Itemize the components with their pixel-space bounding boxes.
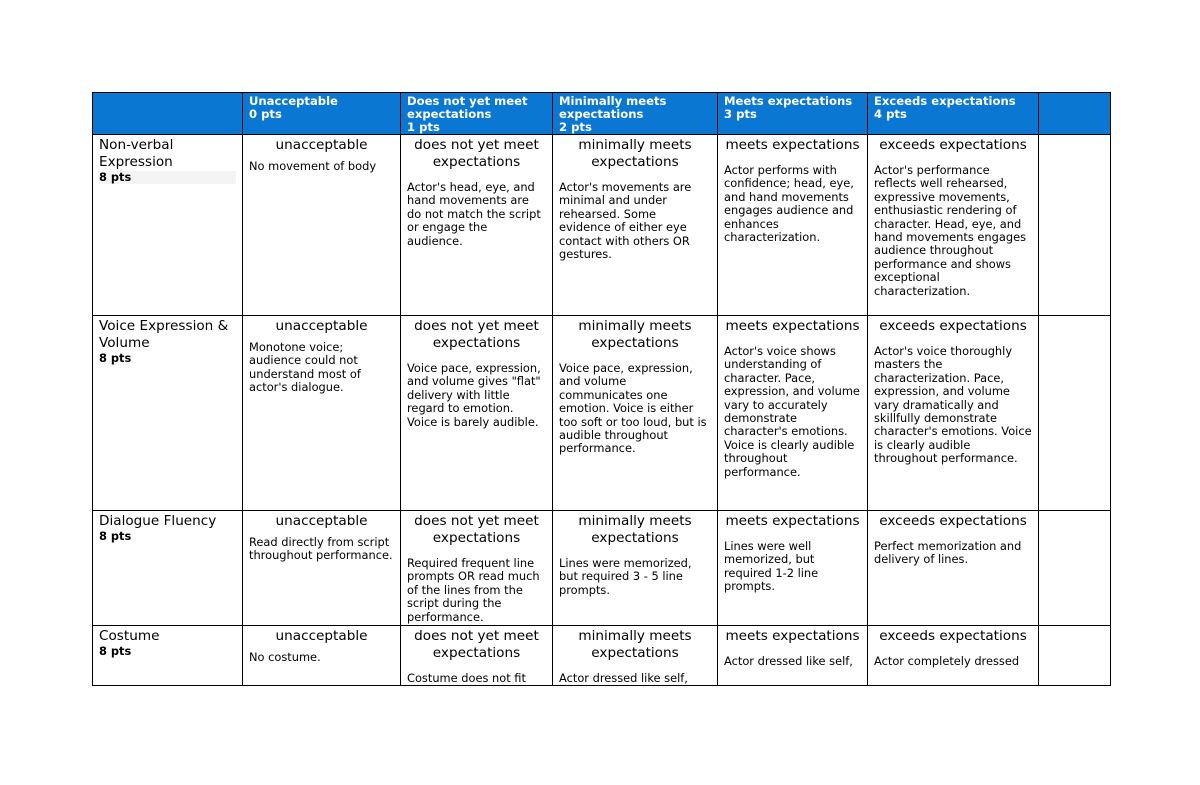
rating-description: Lines were well memorized, but required 1-2 line prompts. — [724, 539, 819, 594]
rubric-row-voice-expression-volume — [93, 316, 1111, 511]
rating-cell — [718, 511, 868, 626]
rating-cell — [401, 316, 553, 511]
header-extra-cell — [1039, 93, 1111, 135]
header-level-label: Minimally meets expectations — [559, 94, 667, 121]
criterion-pts: 8 pts — [99, 529, 132, 543]
rating-description: Actor completely dressed — [874, 654, 1020, 668]
rating-title: meets expectations — [725, 513, 860, 529]
rating-description: Costume does not fit — [407, 671, 526, 685]
rating-title: minimally meets expectations — [578, 318, 692, 351]
criterion-pts: 8 pts — [99, 171, 236, 184]
rating-description: Actor dressed like self, — [559, 671, 688, 685]
rating-description: Required frequent line prompts OR read much of the lines from the script during the performance. — [407, 556, 540, 624]
rating-cell — [553, 626, 718, 686]
rating-cell — [868, 511, 1039, 626]
header-corner-cell — [93, 93, 243, 135]
header-level-label: Meets expectations — [724, 94, 853, 108]
rating-description: Voice pace, expression, and volume gives "flat" delivery with little regard to emotion. Voice is barely audible. — [407, 361, 541, 429]
header-level-label: Exceeds expectations — [874, 94, 1016, 108]
rating-description: Actor's performance reflects well rehearsed, expressive movements, enthusiastic rendering of character. Head, eye, and hand movements engages audience throughout performance and shows exceptional characterization. — [874, 163, 1027, 298]
rating-title: meets expectations — [725, 628, 860, 644]
rating-description: Read directly from script throughout performance. — [249, 535, 393, 563]
rating-cell — [868, 626, 1039, 686]
criterion-name: Dialogue Fluency — [99, 513, 217, 529]
extra-cell — [1039, 511, 1111, 626]
rating-cell — [553, 511, 718, 626]
rating-title: unacceptable — [275, 628, 368, 644]
criterion-pts: 8 pts — [99, 644, 132, 658]
header-level-pts: 4 pts — [874, 107, 907, 121]
rating-title: exceeds expectations — [879, 318, 1027, 334]
rating-cell — [401, 135, 553, 316]
rating-title: exceeds expectations — [879, 628, 1027, 644]
rating-cell — [718, 316, 868, 511]
rating-title: unacceptable — [275, 513, 368, 529]
rating-description: Actor dressed like self, — [724, 654, 853, 668]
rating-title: exceeds expectations — [879, 137, 1027, 153]
rating-title: minimally meets expectations — [578, 137, 692, 170]
rating-title: unacceptable — [275, 318, 368, 334]
rating-cell — [868, 135, 1039, 316]
rating-description: Actor's voice thoroughly masters the characterization. Pace, expression, and volume vary dramatically and skillfully demonstrate character's emotions. Voice is clearly audible throughout performance. — [874, 344, 1032, 466]
rating-cell — [553, 135, 718, 316]
header-level-pts: 1 pts — [407, 120, 440, 134]
rubric-row-costume — [93, 626, 1111, 686]
header-level-meets — [718, 93, 868, 135]
header-level-unacceptable — [243, 93, 401, 135]
rating-description: Voice pace, expression, and volume communicates one emotion. Voice is either too soft or too loud, but is audible throughout performance. — [559, 361, 707, 456]
rubric-header-row — [93, 93, 1111, 135]
criterion-name: Voice Expression & Volume — [99, 318, 229, 351]
criterion-cell — [93, 511, 243, 626]
header-level-minimally-meets — [553, 93, 718, 135]
rating-title: does not yet meet expectations — [414, 318, 539, 351]
rating-cell — [401, 626, 553, 686]
rating-description: Perfect memorization and delivery of lines. — [874, 539, 1022, 567]
header-level-label: Unacceptable — [249, 94, 338, 108]
rating-description: No costume. — [249, 650, 321, 664]
rating-cell — [553, 316, 718, 511]
rating-title: unacceptable — [275, 137, 368, 153]
rating-description: Actor performs with confidence; head, eye, and hand movements engages audience and enhances characterization. — [724, 163, 854, 245]
rating-title: does not yet meet expectations — [414, 513, 539, 546]
rating-title: does not yet meet expectations — [414, 628, 539, 661]
header-level-pts: 0 pts — [249, 107, 282, 121]
rating-title: minimally meets expectations — [578, 513, 692, 546]
header-level-does-not-yet-meet — [401, 93, 553, 135]
rating-description: Actor's voice shows understanding of character. Pace, expression, and volume vary to accurately demonstrate character's emotions. Voice is clearly audible throughout performance. — [724, 344, 860, 479]
rating-title: meets expectations — [725, 318, 860, 334]
rating-description: Actor's movements are minimal and under rehearsed. Some evidence of either eye contact with others OR gestures. — [559, 180, 692, 262]
rubric-row-dialogue-fluency — [93, 511, 1111, 626]
criterion-pts: 8 pts — [99, 351, 132, 365]
header-level-exceeds — [868, 93, 1039, 135]
rating-description: Actor's head, eye, and hand movements are do not match the script or engage the audience. — [407, 180, 541, 248]
criterion-cell — [93, 135, 243, 316]
criterion-cell — [93, 316, 243, 511]
criterion-name: Non-verbal Expression — [99, 137, 174, 170]
rubric-table — [92, 92, 1111, 686]
header-level-label: Does not yet meet expectations — [407, 94, 528, 121]
rating-cell — [401, 511, 553, 626]
rating-title: minimally meets expectations — [578, 628, 692, 661]
header-level-pts: 3 pts — [724, 107, 757, 121]
rating-cell — [718, 135, 868, 316]
criterion-name: Costume — [99, 628, 160, 644]
rating-description: No movement of body — [249, 159, 377, 173]
rating-cell — [243, 316, 401, 511]
criterion-cell — [93, 626, 243, 686]
rating-cell — [243, 511, 401, 626]
rating-title: exceeds expectations — [879, 513, 1027, 529]
rating-title: does not yet meet expectations — [414, 137, 539, 170]
header-level-pts: 2 pts — [559, 120, 592, 134]
rating-description: Monotone voice; audience could not understand most of actor's dialogue. — [249, 340, 361, 395]
rubric-row-non-verbal-expression — [93, 135, 1111, 316]
extra-cell — [1039, 316, 1111, 511]
extra-cell — [1039, 626, 1111, 686]
rating-cell — [243, 626, 401, 686]
rating-title: meets expectations — [725, 137, 860, 153]
rating-cell — [868, 316, 1039, 511]
rating-cell — [718, 626, 868, 686]
extra-cell — [1039, 135, 1111, 316]
rating-description: Lines were memorized, but required 3 - 5 line prompts. — [559, 556, 692, 597]
rating-cell — [243, 135, 401, 316]
